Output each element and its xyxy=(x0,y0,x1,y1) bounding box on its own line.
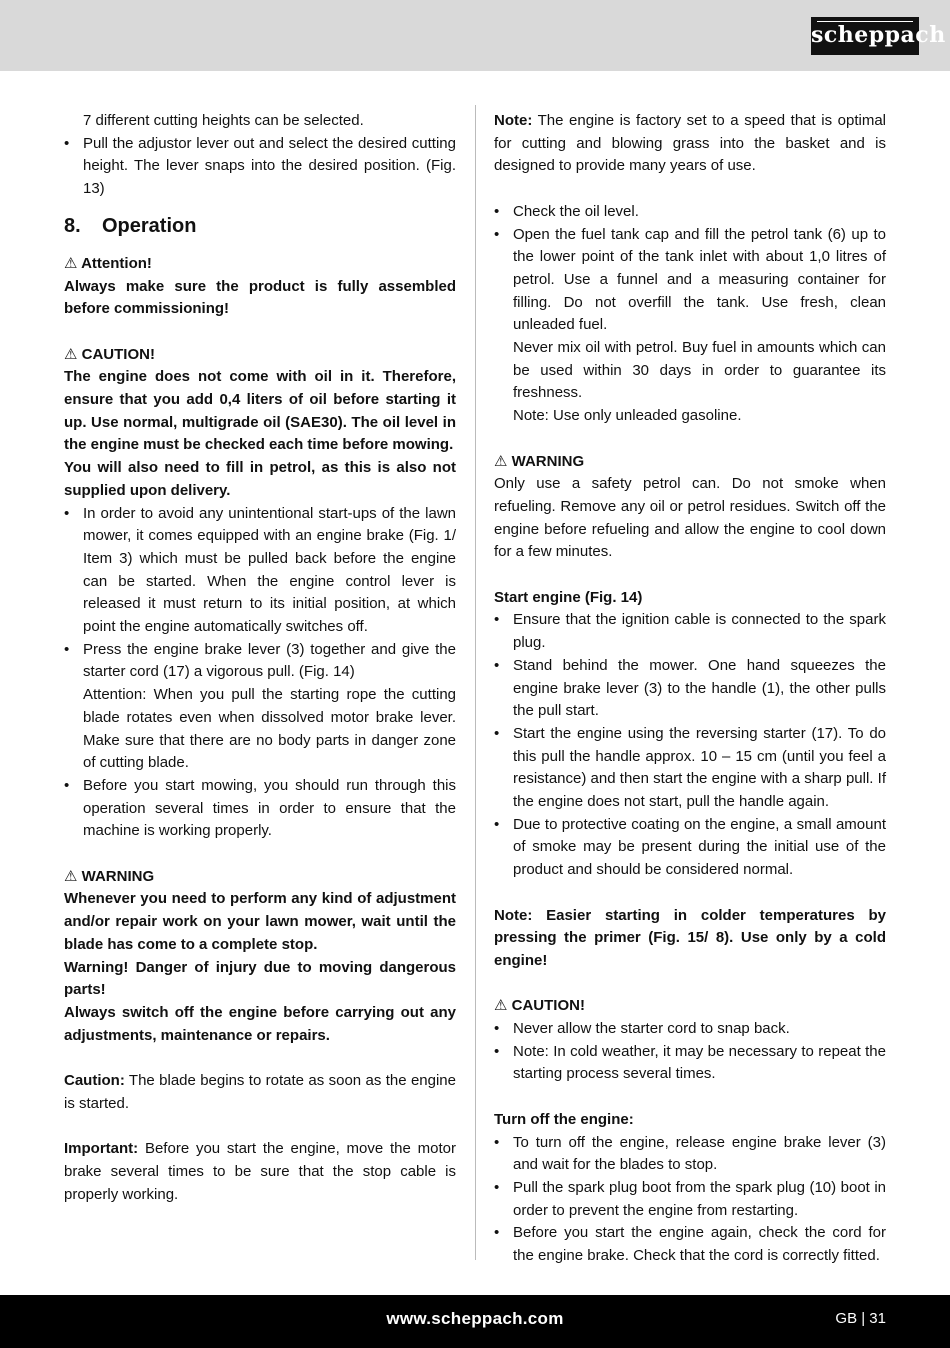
caution-text: The engine does not come with oil in it. Therefore, ensure that you add 0,4 liters of oil before starting it up. Use normal, multigrade oil (SAE30). The oil level in the engine must be checked each time before mowing. xyxy=(64,368,456,454)
list-item: • Ensure that the ignition cable is connected to the spark plug. xyxy=(494,611,886,652)
note-text: Note: Easier starting in colder temperatures by pressing the primer (Fig. 15/ 8). Use only by a cold engine! xyxy=(494,906,886,969)
warning-triangle-icon: ⚠ xyxy=(494,452,508,470)
right-column xyxy=(494,110,886,1268)
warning-text: Only use a safety petrol can. Do not smoke when refueling. Remove any oil or petrol residues. Switch off the engine before refueling and allow the engine to cool down for a few minutes. xyxy=(494,475,886,561)
warning-triangle-icon: ⚠ xyxy=(494,997,508,1015)
list-item: • Pull the spark plug boot from the spark plug (10) boot in order to prevent the engine from restarting. xyxy=(494,1178,886,1219)
warning-triangle-icon: ⚠ xyxy=(64,345,78,363)
list-item: • Due to protective coating on the engine, a small amount of smoke may be present during the initial use of the product and should be considered normal. xyxy=(494,815,886,879)
logo-text: scheppach xyxy=(811,22,946,48)
warning-label: ⚠ WARNING xyxy=(64,867,155,885)
list-item: • Pull the adjustor lever out and select the desired cutting height. The lever snaps into the desired position. (Fig. 13) xyxy=(64,134,456,198)
list-item: • Stand behind the mower. One hand squeezes the engine brake lever (3) to the handle (1), the other pulls the pull start. xyxy=(494,656,886,720)
list-item: • Never allow the starter cord to snap back. xyxy=(494,1020,790,1038)
page-footer xyxy=(0,1295,950,1348)
paragraph: Never mix oil with petrol. Buy fuel in amounts which can be used within 30 days in order to guarantee its freshness. xyxy=(513,339,886,402)
paragraph: Attention: When you pull the starting rope the cutting blade rotates even when dissolved motor brake lever. Make sure that there are no body parts in danger zone of cutting blade. xyxy=(83,686,456,772)
section-heading: 8. Operation xyxy=(64,214,197,237)
warning-triangle-icon: ⚠ xyxy=(64,867,78,885)
list-item: • Check the oil level. xyxy=(494,202,639,220)
caution-label: ⚠ CAUTION! xyxy=(494,997,585,1015)
list-item: • In order to avoid any unintentional start-ups of the lawn mower, it comes equipped with an engine brake (Fig. 1/ Item 3) which must be pulled back before the engine can be started. When the engine control lever is released it must return to its initial position, at which point the engine automatically switches off. xyxy=(64,504,456,636)
list-item: • Press the engine brake lever (3) together and give the starter cord (17) a vigorous pull. (Fig. 14) xyxy=(64,640,456,681)
brand-logo xyxy=(811,17,946,55)
list-item: • Open the fuel tank cap and fill the petrol tank (6) up to the lower point of the tank inlet with about 1,0 litres of petrol. Use a funnel and a measuring container for filling. Do not overfill the tank. Use fresh, clean unleaded fuel. xyxy=(494,225,886,334)
paragraph: 7 different cutting heights can be selected. xyxy=(83,112,364,129)
warning-text: Warning! Danger of injury due to moving dangerous parts! xyxy=(64,958,456,999)
warning-text: Always switch off the engine before carrying out any adjustments, maintenance or repairs. xyxy=(64,1003,456,1044)
caution-label: ⚠ CAUTION! xyxy=(64,345,155,363)
paragraph: Note: Use only unleaded gasoline. xyxy=(513,407,742,425)
attention-label: ⚠ Attention! xyxy=(64,254,152,272)
list-item: • To turn off the engine, release engine brake lever (3) and wait for the blades to stop. xyxy=(494,1133,886,1174)
list-item: • Before you start mowing, you should run through this operation several times in order to ensure that the machine is working properly. xyxy=(64,776,456,840)
left-column xyxy=(64,110,456,1206)
subheading: Turn off the engine: xyxy=(494,1110,634,1128)
caution-text: You will also need to fill in petrol, as this is also not supplied upon delivery. xyxy=(64,459,456,499)
paragraph: Important: Before you start the engine, move the motor brake several times to be sure that the stop cable is properly working. xyxy=(64,1140,456,1203)
warning-text: Whenever you need to perform any kind of adjustment and/or repair work on your lawn mower, wait until the blade has come to a complete stop. xyxy=(64,890,456,953)
page-number: GB | 31 xyxy=(835,1310,886,1327)
page-header xyxy=(0,0,950,71)
paragraph: Note: The engine is factory set to a speed that is optimal for cutting and blowing grass into the basket and is designed to provide many years of use. xyxy=(494,112,886,175)
column-divider xyxy=(475,105,476,1260)
warning-triangle-icon: ⚠ xyxy=(64,254,78,272)
list-item: • Start the engine using the reversing starter (17). To do this pull the handle approx. 10 – 15 cm (until you feel a resistance) and then start the engine with a sharp pull. If the engine does not start, pull the handle again. xyxy=(494,724,886,811)
warning-label: ⚠ WARNING xyxy=(494,452,585,470)
list-item: • Note: In cold weather, it may be necessary to repeat the starting process several times. xyxy=(494,1042,886,1083)
subheading: Start engine (Fig. 14) xyxy=(494,588,643,606)
list-item: • Before you start the engine again, check the cord for the engine brake. Check that the cord is correctly fitted. xyxy=(494,1224,886,1265)
website-link[interactable]: www.scheppach.com xyxy=(386,1309,564,1328)
attention-text: Always make sure the product is fully assembled before commissioning! xyxy=(64,277,456,318)
paragraph: Caution: The blade begins to rotate as soon as the engine is started. xyxy=(64,1072,456,1112)
